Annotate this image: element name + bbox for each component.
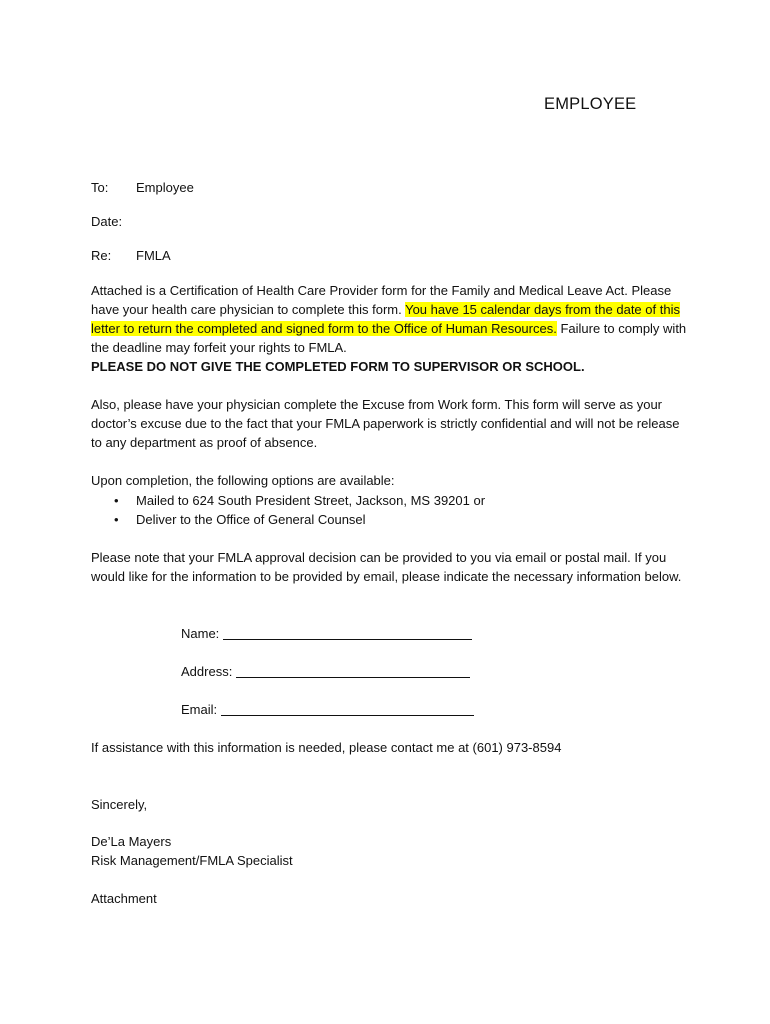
salutation: Sincerely, xyxy=(91,797,148,812)
memo-re xyxy=(91,246,171,265)
address-label: Address: xyxy=(181,664,233,679)
certification-text: Attached is a Certification of Health Care Provider form for the Family and Medical Leave Act. Please have your health care physician to complete this form. xyxy=(91,283,672,317)
paragraph-certification xyxy=(91,281,691,376)
signer-title: Risk Management/FMLA Specialist xyxy=(91,853,293,868)
name-label: Name: xyxy=(181,626,220,641)
paragraph-notice: Please note that your FMLA approval decision can be provided to you via email or postal mail. If you would like for the information to be provided by email, please indicate the necessary information below. xyxy=(91,550,682,584)
name-field xyxy=(181,624,472,643)
name-blank-line[interactable] xyxy=(223,624,472,640)
address-blank-line[interactable] xyxy=(236,662,470,678)
signer-name: De’La Mayers xyxy=(91,834,172,849)
to-label: To: xyxy=(91,180,109,195)
re-label: Re: xyxy=(91,248,112,263)
memo-to xyxy=(91,178,194,197)
deadline-highlight: You have 15 calendar days from the date of this letter to return the completed and signed form to the Office of Human Resources. xyxy=(91,302,680,336)
contact-line: If assistance with this information is needed, please contact me at (601) 973-8594 xyxy=(91,740,562,755)
forfeit-text: Failure to comply with the deadline may forfeit your rights to FMLA. xyxy=(91,321,687,355)
option-text: Mailed to 624 South President Street, Jackson, MS 39201 or xyxy=(136,493,486,508)
email-blank-line[interactable] xyxy=(221,700,474,716)
list-item xyxy=(91,510,485,529)
paragraph-excuse: Also, please have your physician complete the Excuse from Work form. This form will serve as your doctor’s excuse due to the fact that your FMLA paperwork is strictly confidential and will not be release to any department as proof of absence. xyxy=(91,397,680,450)
paragraph-options-intro: Upon completion, the following options are available: xyxy=(91,473,395,488)
option-text: Deliver to the Office of General Counsel xyxy=(136,512,366,527)
list-item xyxy=(91,491,485,510)
address-field xyxy=(181,662,470,681)
options-list xyxy=(91,491,485,529)
bullet-icon: • xyxy=(114,512,119,527)
memo-date xyxy=(91,212,136,231)
bullet-icon: • xyxy=(114,493,119,508)
email-field xyxy=(181,700,474,719)
re-value: FMLA xyxy=(136,248,171,263)
warning-text: PLEASE DO NOT GIVE THE COMPLETED FORM TO SUPERVISOR OR SCHOOL. xyxy=(91,359,585,374)
to-value: Employee xyxy=(136,180,194,195)
email-label: Email: xyxy=(181,702,218,717)
document-header: EMPLOYEE xyxy=(544,95,637,113)
date-label: Date: xyxy=(91,214,123,229)
attachment-note: Attachment xyxy=(91,891,157,906)
